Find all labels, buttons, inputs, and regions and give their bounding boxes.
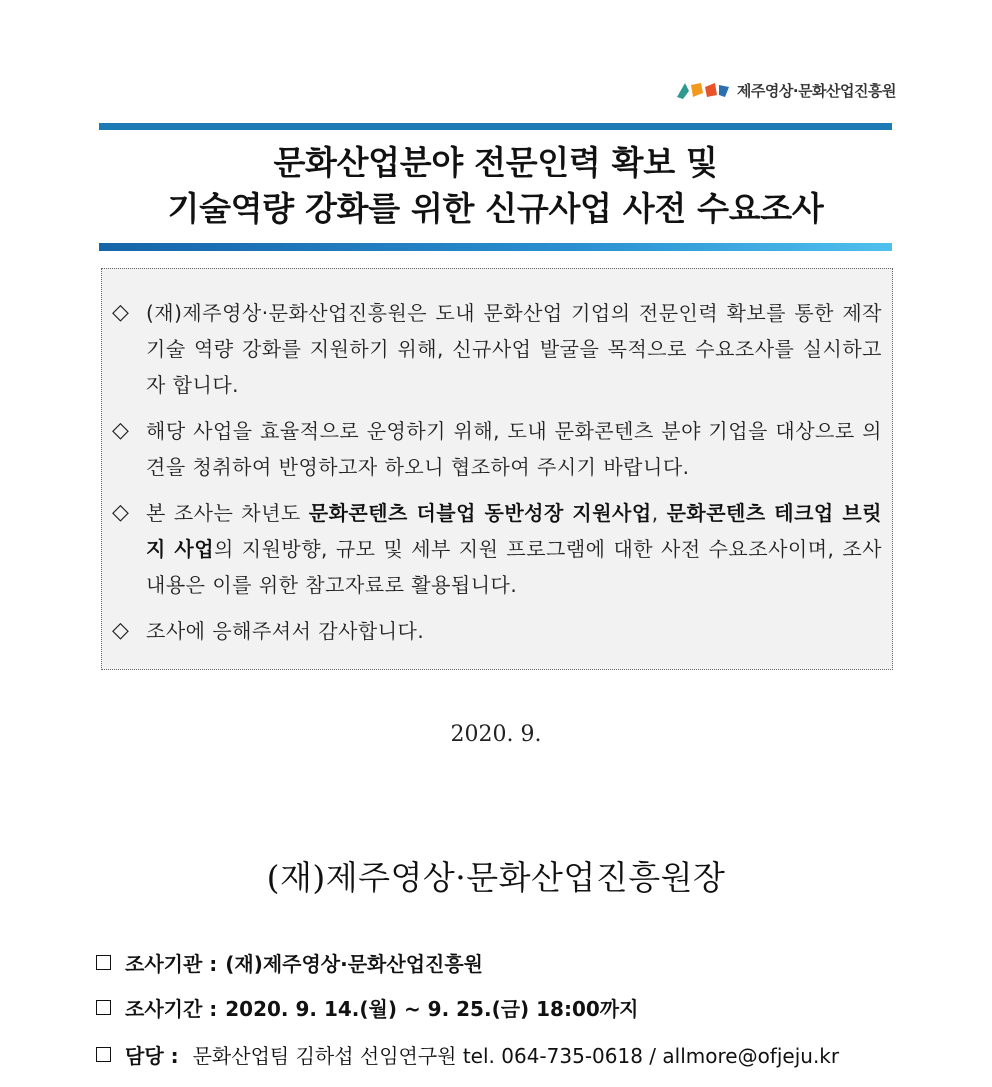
notice-item-text: 해당 사업을 효율적으로 운영하기 위해, 도내 문화콘텐츠 분야 기업을 대상으로 의견을 청취하여 반영하고자 하오니 협조하여 주시기 바랍니다.	[146, 419, 882, 479]
title-line-1: 문화산업분야 전문인력 확보 및	[273, 143, 718, 182]
info-label: 조사기간 :	[125, 997, 218, 1021]
info-label: 담당 :	[125, 1044, 179, 1068]
title-top-band	[99, 123, 892, 130]
notice-item-text: 조사에 응해주셔서 감사합니다.	[146, 619, 425, 643]
info-row-contact	[96, 1040, 839, 1069]
diamond-bullet-icon: ◇	[112, 300, 130, 325]
notice-item	[112, 613, 882, 649]
diamond-bullet-icon: ◇	[112, 618, 130, 643]
info-value: 2020. 9. 14.(월) ~ 9. 25.(금) 18:00까지	[225, 997, 639, 1021]
notice-item	[112, 413, 882, 485]
logo-text: 제주영상·문화산업진흥원	[736, 81, 896, 100]
notice-text-segment: 본 조사는 차년도	[146, 501, 309, 525]
square-bullet-icon	[96, 1047, 111, 1062]
info-row-period	[96, 993, 638, 1022]
title-line-2: 기술역량 강화를 위한 신규사업 사전 수요조사	[167, 189, 824, 228]
logo-mark-icon	[675, 79, 731, 101]
title-bottom-band	[99, 243, 892, 251]
notice-item-text: (재)제주영상·문화산업진흥원은 도내 문화산업 기업의 전문인력 확보를 통한 제작기술 역량 강화를 지원하기 위해, 신규사업 발굴을 목적으로 수요조사를 실시하고자 합니다.	[146, 301, 882, 397]
program-name-doubleup: 문화콘텐츠 더블업 동반성장 지원사업	[308, 501, 652, 525]
diamond-bullet-icon: ◇	[112, 418, 130, 443]
document-date: 2020. 9.	[450, 722, 542, 747]
signature-line: (재)제주영상·문화산업진흥원장	[266, 858, 726, 897]
info-row-organization	[96, 948, 483, 977]
document-title	[99, 140, 892, 232]
notice-item-text	[146, 495, 882, 603]
square-bullet-icon	[96, 955, 111, 970]
square-bullet-icon	[96, 1000, 111, 1015]
info-label: 조사기관 :	[125, 952, 218, 976]
info-value: (재)제주영상·문화산업진흥원	[225, 952, 483, 976]
program-name-techup: 문화콘텐츠 테크업 브릿지 사업	[146, 501, 882, 561]
info-value: 문화산업팀 김하섭 선임연구원 tel. 064-735-0618 / allmore@ofjeju.kr	[192, 1044, 840, 1068]
notice-text-segment: 의 지원방향, 규모 및 세부 지원 프로그램에 대한 사전 수요조사이며, 조사 내용은 이를 위한 참고자료로 활용됩니다.	[146, 537, 882, 597]
diamond-bullet-icon: ◇	[112, 500, 130, 525]
notice-text-segment: ,	[651, 501, 667, 525]
notice-item	[112, 495, 882, 603]
notice-box	[101, 268, 893, 670]
header-logo	[675, 79, 896, 101]
notice-item	[112, 295, 882, 403]
